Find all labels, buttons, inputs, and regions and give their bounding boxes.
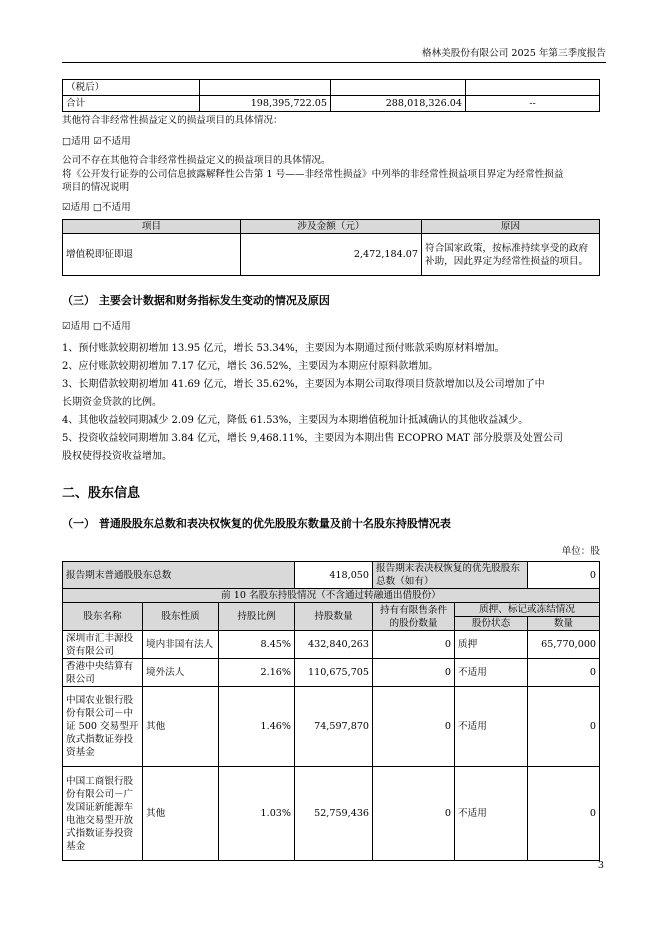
other-items-note: 其他符合非经常性损益定义的损益项目的具体情况： [62, 115, 283, 126]
reclass-item: 增值税即征即退 [63, 234, 241, 276]
header-divider [62, 62, 606, 63]
col-reason: 原因 [422, 220, 600, 234]
holding-qty: 74,597,870 [295, 687, 373, 767]
table-row [63, 631, 600, 659]
holder-nature: 境外法人 [143, 659, 219, 687]
unit-label: 单位：股 [561, 546, 600, 557]
table-row [63, 659, 600, 687]
restricted-qty: 0 [373, 767, 455, 861]
holding-ratio: 2.16% [219, 659, 295, 687]
col-holding-ratio: 持股比例 [219, 603, 295, 631]
non-recurring-table [62, 79, 600, 112]
applicability-check-1: □适用 ☑不适用 [62, 136, 131, 147]
total-holders-label: 报告期末普通股股东总数 [63, 562, 295, 589]
change-item-5: 5、投资收益较同期增加 3.84 亿元，增长 9,468.11%，主要因为本期出售 ECOPRO MAT 部分股票及处置公司 [62, 433, 563, 444]
change-item-1: 1、预付账款较期初增加 13.95 亿元，增长 53.34%，主要因为本期通过预付账款采购原材料增加。 [62, 343, 505, 354]
preferred-holders-label: 报告期末表决权恢复的优先股股东总数（如有） [373, 562, 528, 589]
holder-name: 中国农业银行股份有限公司－中证 500 交易型开放式指数证券投资基金 [63, 687, 143, 767]
reclass-reason: 符合国家政策，按标准持续享受的政府补助，因此界定为经常性损益的项目。 [422, 234, 600, 276]
section-3-title: （三） 主要会计数据和财务指标发生变动的情况及原因 [62, 294, 330, 307]
top10-title: 前 10 名股东持股情况（不含通过转融通出借股份） [63, 589, 600, 603]
shareholders-table [62, 561, 600, 861]
section-3-check: ☑适用 □不适用 [62, 321, 131, 332]
change-item-5-cont: 股权使得投资收益增加。 [62, 451, 172, 462]
page-number: 3 [597, 860, 604, 871]
holding-qty: 432,840,263 [295, 631, 373, 659]
total-holders-value: 418,050 [295, 562, 373, 589]
holding-qty: 110,675,705 [295, 659, 373, 687]
restricted-qty: 0 [373, 687, 455, 767]
reclassification-note-line1: 将《公开发行证券的公司信息披露解释性公告第 1 号——非经常性损益》中列举的非经常性损益项目界定为经常性损益 [62, 169, 564, 180]
report-header-title: 格林美股份有限公司 2025 年第三季度报告 [421, 48, 606, 59]
col-pledge-count: 数量 [528, 617, 600, 631]
holding-ratio: 1.46% [219, 687, 295, 767]
total-ytd: 288,018,326.04 [331, 96, 466, 112]
change-item-4: 4、其他收益较同期减少 2.09 亿元，降低 61.53%，主要因为本期增值税加计抵减确认的其他收益减少。 [62, 415, 529, 426]
holding-ratio: 1.03% [219, 767, 295, 861]
col-pledge: 质押、标记或冻结情况 [455, 603, 600, 617]
col-item: 项目 [63, 220, 241, 234]
col-holder-name: 股东名称 [63, 603, 143, 631]
change-item-3-cont: 长期资金贷款的比例。 [62, 397, 162, 408]
total-current: 198,395,722.05 [200, 96, 331, 112]
total-label: 合计 [63, 96, 200, 112]
recurring-reclass-table [62, 219, 600, 276]
share-status: 质押 [455, 631, 528, 659]
shareholder-section-title: 二、股东信息 [62, 486, 141, 501]
pledge-count: 0 [528, 687, 600, 767]
row-taxed-label: （税后） [63, 80, 200, 96]
total-note: -- [466, 96, 600, 112]
col-restricted: 持有有限售条件的股份数量 [373, 603, 455, 631]
change-item-3: 3、长期借款较期初增加 41.69 亿元，增长 35.62%，主要因为本期公司取得项目贷款增加以及公司增加了中 [62, 379, 545, 390]
table-row [63, 687, 600, 767]
preferred-holders-value: 0 [528, 562, 600, 589]
reclass-amount: 2,472,184.07 [241, 234, 422, 276]
pledge-count: 0 [528, 767, 600, 861]
restricted-qty: 0 [373, 659, 455, 687]
holder-nature: 其他 [143, 687, 219, 767]
holder-nature: 其他 [143, 767, 219, 861]
holder-nature: 境内非国有法人 [143, 631, 219, 659]
holder-name: 深圳市汇丰源投资有限公司 [63, 631, 143, 659]
col-amount: 涉及金额（元） [241, 220, 422, 234]
shareholder-subsection-title: （一） 普通股股东总数和表决权恢复的优先股股东数量及前十名股东持股情况表 [62, 517, 451, 530]
change-item-2: 2、应付账款较期初增加 7.17 亿元，增长 36.52%，主要因为本期应付原料款增加。 [62, 361, 439, 372]
reclassification-note-line2: 项目的情况说明 [62, 182, 130, 193]
col-holding-qty: 持股数量 [295, 603, 373, 631]
pledge-count: 0 [528, 659, 600, 687]
holding-ratio: 8.45% [219, 631, 295, 659]
no-other-items-statement: 公司不存在其他符合非经常性损益定义的损益项目的具体情况。 [62, 155, 331, 166]
col-share-status: 股份状态 [455, 617, 528, 631]
share-status: 不适用 [455, 659, 528, 687]
share-status: 不适用 [455, 767, 528, 861]
holder-name: 香港中央结算有限公司 [63, 659, 143, 687]
table-row [63, 767, 600, 861]
col-holder-nature: 股东性质 [143, 603, 219, 631]
holder-name: 中国工商银行股份有限公司－广发国证新能源车电池交易型开放式指数证券投资基金 [63, 767, 143, 861]
restricted-qty: 0 [373, 631, 455, 659]
pledge-count: 65,770,000 [528, 631, 600, 659]
share-status: 不适用 [455, 687, 528, 767]
holding-qty: 52,759,436 [295, 767, 373, 861]
applicability-check-2: ☑适用 □不适用 [62, 202, 131, 213]
